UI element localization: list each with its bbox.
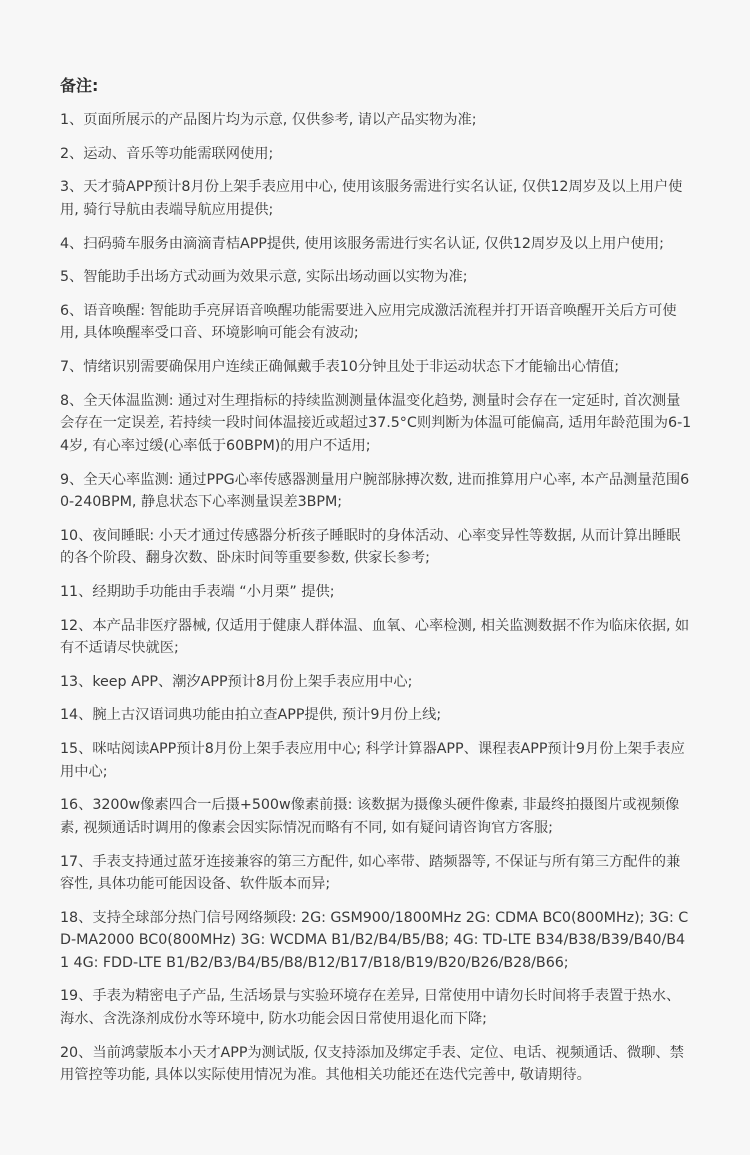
note-item-14: 14、腕上古汉语词典功能由拍立查APP提供, 预计9月份上线; (60, 707, 442, 724)
note-item-1: 1、页面所展示的产品图片均为示意, 仅供参考, 请以产品实物为准; (60, 112, 477, 128)
note-item-4: 4、扫码骑车服务由滴滴青桔APP提供, 使用该服务需进行实名认证, 仅供12周岁及以上用户使用; (60, 235, 664, 252)
note-item-9: 9、全天心率监测: 通过PPG心率传感器测量用户腕部脉搏次数, 进而推算用户心率, 本产品测量范围60-240BPM, 静息状态下心率测量误差3BPM; (60, 471, 690, 510)
note-item-19: 19、手表为精密电子产品, 生活场景与实验环境存在差异, 日常使用中请勿长时间将手表置于热水、海水、含洗涤剂成份水等环境中, 防水功能会因日常使用退化而下降; (60, 988, 681, 1027)
note-item-2: 2、运动、音乐等功能需联网使用; (60, 145, 274, 162)
note-item-15: 15、咪咕阅读APP预计8月份上架手表应用中心; 科学计算器APP、课程表APP预计9月份上架手表应用中心; (60, 741, 685, 780)
note-item-18: 18、支持全球部分热门信号网络频段: 2G: GSM900/1800MHz 2G: CDMA BC0(800MHz); 3G: CD-MA2000 BC0(800MHz) 3G: WCDMA B1/B2/B4/B5/B8; 4G: TD-LTE B34/B38/B39/B40/B41 4G: FDD-LTE B1/B2/B3/B4/B5/B8/B12/B17/B18/B19/B20/B26/B28/B66; (60, 909, 689, 971)
note-item-16: 16、3200w像素四合一后摄+500w像素前摄: 该数据为摄像头硬件像素, 非最终拍摄图片或视频像素, 视频通话时调用的像素会因实际情况而略有不同, 如有疑问请咨询官方客服; (60, 797, 680, 836)
note-item-11: 11、经期助手功能由手表端 “小月栗” 提供; (60, 583, 335, 600)
note-item-13: 13、keep APP、潮汐APP预计8月份上架手表应用中心; (60, 673, 413, 690)
note-item-6: 6、语音唤醒: 智能助手亮屏语音唤醒功能需要进入应用完成激活流程并打开语音唤醒开关后方可使用, 具体唤醒率受口音、环境影响可能会有波动; (60, 302, 677, 342)
notes-list (60, 109, 692, 1087)
note-item-10: 10、夜间睡眠: 小天才通过传感器分析孩子睡眠时的身体活动、心率变异性等数据, 从而计算出睡眠的各个阶段、翻身次数、卧床时间等重要参数, 供家长参考; (60, 527, 681, 567)
note-item-3: 3、天才骑APP预计8月份上架手表应用中心, 使用该服务需进行实名认证, 仅供12周岁及以上用户使用, 骑行导航由表端导航应用提供; (60, 179, 683, 218)
note-item-8: 8、全天体温监测: 通过对生理指标的持续监测测量体温变化趋势, 测量时会存在一定延时, 首次测量会存在一定误差, 若持续一段时间体温接近或超过37.5°C则判断为体温可能偏高, 适用年龄范围为6-14岁, 有心率过缓(心率低于60BPM)的用户不适用; (60, 392, 692, 454)
note-item-12: 12、本产品非医疗器械, 仅适用于健康人群体温、血氧、心率检测, 相关监测数据不作为临床依据, 如有不适请尽快就医; (60, 617, 690, 657)
note-item-20: 20、当前鸿蒙版本小天才APP为测试版, 仅支持添加及绑定手表、定位、电话、视频通话、微聊、禁用管控等功能, 具体以实际使用情况为准。其他相关功能还在迭代完善中, 敬请期待。 (60, 1044, 684, 1084)
note-item-7: 7、情绪识别需要确保用户连续正确佩戴手表10分钟且处于非运动状态下才能输出心情值; (60, 359, 620, 376)
note-item-17: 17、手表支持通过蓝牙连接兼容的第三方配件, 如心率带、踏频器等, 不保证与所有第三方配件的兼容性, 具体功能可能因设备、软件版本而异; (60, 853, 681, 892)
note-item-5: 5、智能助手出场方式动画为效果示意, 实际出场动画以实物为准; (60, 269, 468, 286)
notes-title: 备注: (60, 76, 99, 95)
